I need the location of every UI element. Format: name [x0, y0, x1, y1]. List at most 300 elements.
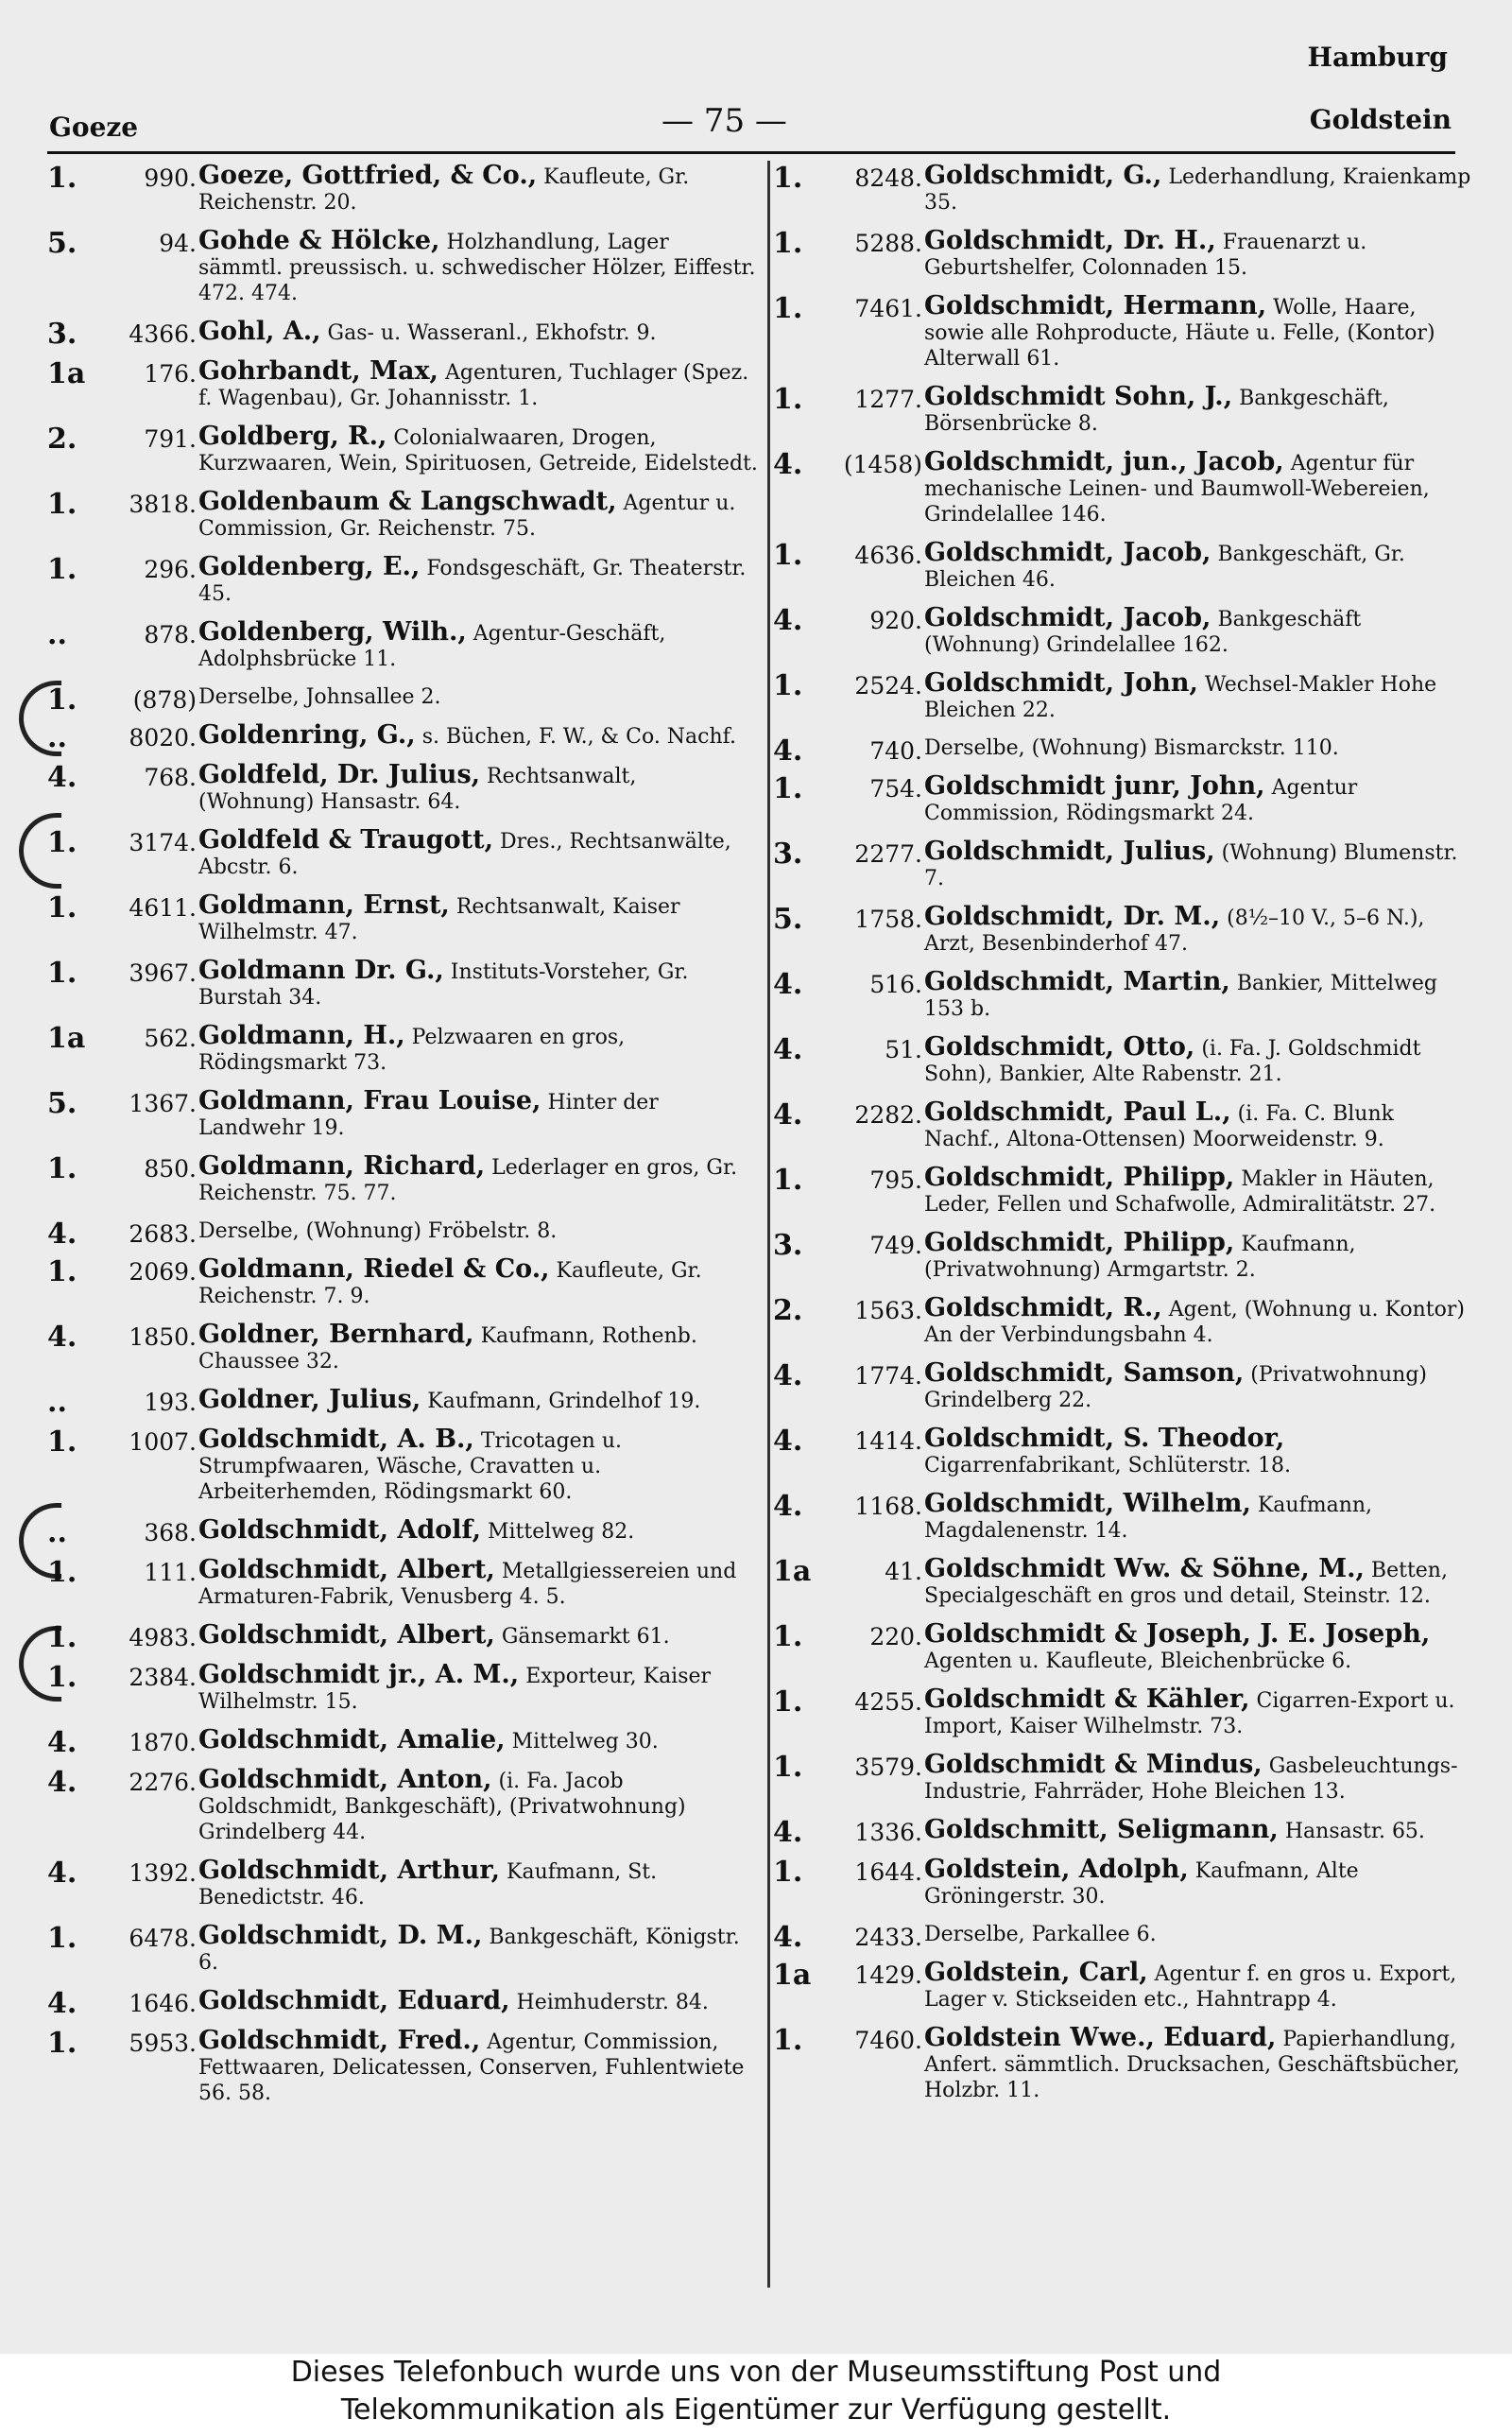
phone-number: 1644.: [854, 1858, 922, 1886]
subscriber-name: Goldschmidt, Hermann,: [924, 291, 1267, 320]
subscriber-detail: (Wohnung) Blumenstr. 7.: [924, 841, 1458, 890]
exchange-line: 2.: [47, 423, 77, 456]
phone-number: 8248.: [854, 164, 922, 192]
subscriber-detail: Lederlager en gros, Gr. Reichenstr. 75. 77.: [198, 1156, 738, 1205]
subscriber-name: Goldschmidt, Dr. H.,: [924, 226, 1216, 255]
phone-number: 5953.: [129, 2030, 197, 2057]
subscriber-name: Goldenbaum & Langschwadt,: [198, 487, 617, 516]
directory-entry: [47, 1153, 758, 1206]
exchange-line: ..: [47, 1386, 67, 1419]
phone-number: 1774.: [854, 1362, 922, 1390]
phone-number: 878.: [144, 621, 197, 648]
exchange-line: 4.: [47, 1726, 77, 1759]
directory-entry: [773, 838, 1472, 891]
phone-number: 4636.: [854, 542, 922, 569]
subscriber-name: Goldschmidt junr, John,: [924, 771, 1265, 801]
footer-line-2: Telekommunikation als Eigentümer zur Verfügung gestellt.: [340, 2393, 1172, 2427]
exchange-line: 1.: [773, 227, 803, 260]
directory-entry: [773, 1556, 1472, 1609]
subscriber-name: Goldstein, Adolph,: [924, 1855, 1189, 1884]
phone-number: 2433.: [854, 1924, 922, 1951]
phone-number: 1392.: [129, 1859, 197, 1887]
directory-entry: [47, 720, 758, 754]
subscriber-name: Goldschmidt, Fred.,: [198, 2026, 481, 2055]
subscriber-detail: (8½–10 V., 5–6 N.), Arzt, Besenbinderhof 47.: [924, 907, 1425, 956]
exchange-line: 1.: [47, 957, 77, 990]
exchange-line: 1.: [773, 539, 803, 572]
phone-number: 749.: [869, 1232, 922, 1259]
subscriber-name: Goldner, Julius,: [198, 1385, 421, 1414]
exchange-line: 4.: [773, 1033, 803, 1066]
directory-entry: [773, 734, 1472, 768]
subscriber-detail: Agentur, Commission, Fettwaaren, Delicatessen, Conserven, Fuhlentwiete 56. 58.: [198, 2030, 745, 2105]
subscriber-name: Goldschmidt, Philipp,: [924, 1228, 1235, 1257]
subscriber-name: Goldschmidt, Julius,: [924, 837, 1215, 866]
phone-number: 791.: [144, 425, 197, 453]
subscriber-detail: Tricotagen u. Strumpfwaaren, Wäsche, Cravatten u. Arbeiterhemden, Rödingsmarkt 60.: [198, 1429, 623, 1504]
subscriber-name: Goldschmidt, Eduard,: [198, 1986, 510, 2015]
phone-number: 193.: [144, 1389, 197, 1416]
subscriber-detail: Bankgeschäft, Königstr. 6.: [198, 1926, 740, 1975]
directory-entry: [47, 1767, 758, 1845]
exchange-line: 1.: [47, 1255, 77, 1288]
exchange-line: 5.: [773, 903, 803, 936]
exchange-line: 5.: [47, 1087, 77, 1120]
exchange-line: 1a: [47, 357, 86, 390]
exchange-line: 4.: [773, 1490, 803, 1523]
directory-entry: [47, 1986, 758, 2020]
subscriber-detail: Kaufmann, St. Benedictstr. 46.: [198, 1860, 658, 1909]
phone-number: 6478.: [129, 1925, 197, 1952]
footer-notice: [0, 2354, 1512, 2436]
subscriber-detail: Instituts-Vorsteher, Gr. Burstah 34.: [198, 960, 689, 1010]
directory-entry: [47, 958, 758, 1011]
subscriber-name: Gohrbandt, Max,: [198, 356, 438, 386]
subscriber-name: Goldner, Bernhard,: [198, 1320, 474, 1349]
exchange-line: 1.: [773, 1164, 803, 1197]
exchange-line: 1.: [47, 1621, 77, 1654]
subscriber-name: Goldschmidt, jun., Jacob,: [924, 447, 1284, 476]
directory-entry: [773, 773, 1472, 826]
exchange-line: 4.: [773, 448, 803, 481]
directory-entry: [773, 1360, 1472, 1413]
subscriber-name: Goldschmidt, Samson,: [924, 1358, 1245, 1388]
phone-number: 1850.: [129, 1323, 197, 1351]
directory-entry: [47, 892, 758, 945]
directory-entry: [47, 554, 758, 607]
subscriber-detail: Papierhandlung, Anfert. sämmtlich. Drucksachen, Geschäftsbücher, Holzbr. 11.: [924, 2028, 1460, 2102]
phone-number: 850.: [144, 1155, 197, 1183]
directory-entry: [773, 1230, 1472, 1283]
exchange-line: 4.: [773, 734, 803, 768]
exchange-line: 4.: [773, 604, 803, 637]
exchange-line: 1.: [773, 162, 803, 195]
directory-entry: [47, 1385, 758, 1419]
exchange-line: 1.: [773, 1856, 803, 1889]
exchange-line: 4.: [47, 1766, 77, 1799]
subscriber-name: Goldschmidt, R.,: [924, 1293, 1162, 1322]
phone-number: 94.: [159, 230, 197, 257]
phone-number: 296.: [144, 556, 197, 583]
directory-entry: [773, 1960, 1472, 2013]
directory-entry: [773, 228, 1472, 281]
exchange-line: 3.: [773, 838, 803, 871]
phone-number: 41.: [885, 1558, 922, 1585]
phone-number: 1429.: [854, 1961, 922, 1989]
subscriber-detail: Mittelweg 82.: [487, 1520, 635, 1544]
subscriber-name: Goldschmidt, G.,: [924, 161, 1162, 190]
subscriber-name: Goldschmidt & Joseph, J. E. Joseph,: [924, 1619, 1431, 1649]
subscriber-name: Goldschmidt, Paul L.,: [924, 1097, 1231, 1127]
subscriber-name: Goldschmidt, Philipp,: [924, 1163, 1235, 1192]
subscriber-name: Goldmann, Richard,: [198, 1151, 486, 1181]
directory-entry: [47, 1515, 758, 1549]
directory-entry: [773, 1099, 1472, 1152]
subscriber-name: Goldmann, Riedel & Co.,: [198, 1254, 550, 1284]
directory-entry: [47, 489, 758, 542]
directory-entry: [47, 1923, 758, 1976]
phone-number: 1336.: [854, 1819, 922, 1846]
phone-number: 3174.: [129, 829, 197, 856]
exchange-line: 1.: [773, 383, 803, 416]
directory-entry: [773, 1686, 1472, 1739]
subscriber-detail: Bankgeschäft (Wohnung) Grindelallee 162.: [924, 608, 1362, 657]
subscriber-detail: Gasbeleuchtungs-Industrie, Fahrräder, Hohe Bleichen 13.: [924, 1754, 1458, 1804]
phone-number: 920.: [869, 607, 922, 634]
subscriber-detail: Derselbe, (Wohnung) Fröbelstr. 8.: [198, 1219, 558, 1243]
subscriber-detail: Kaufleute, Gr. Reichenstr. 7. 9.: [198, 1259, 702, 1308]
exchange-line: 4.: [47, 1987, 77, 2020]
exchange-line: 4.: [773, 1359, 803, 1392]
subscriber-name: Goldenberg, E.,: [198, 552, 421, 581]
directory-entry: [47, 1857, 758, 1910]
subscriber-detail: Frauenarzt u. Geburtshelfer, Colonnaden 15.: [924, 231, 1367, 280]
subscriber-name: Goldschmidt, A. B.,: [198, 1425, 474, 1454]
subscriber-detail: Bankier, Mittelweg 153 b.: [924, 972, 1437, 1021]
subscriber-detail: Cigarren-Export u. Import, Kaiser Wilhelmstr. 73.: [924, 1689, 1455, 1738]
subscriber-name: Goldschmidt, Jacob,: [924, 603, 1211, 632]
subscriber-detail: Exporteur, Kaiser Wilhelmstr. 15.: [198, 1665, 712, 1714]
subscriber-detail: Kaufmann, Grindelhof 19.: [427, 1390, 701, 1413]
subscriber-name: Goldschmidt, Jacob,: [924, 538, 1211, 567]
phone-number: 7461.: [854, 295, 922, 322]
exchange-line: 1.: [773, 669, 803, 702]
phone-number: 4366.: [129, 320, 197, 348]
subscriber-detail: Bankgeschäft, Börsenbrücke 8.: [924, 387, 1389, 436]
subscriber-name: Goldschmidt Sohn, J.,: [924, 382, 1233, 411]
phone-number: 1168.: [854, 1493, 922, 1520]
subscriber-name: Goldenberg, Wilh.,: [198, 617, 467, 647]
directory-entry: [773, 1165, 1472, 1218]
header-rule: [47, 151, 1455, 154]
subscriber-detail: Cigarrenfabrikant, Schlüterstr. 18.: [924, 1454, 1291, 1477]
subscriber-detail: Metallgiessereien und Armaturen-Fabrik, Venusberg 4. 5.: [198, 1560, 737, 1609]
phone-number: 111.: [144, 1559, 197, 1586]
subscriber-detail: Mittelweg 30.: [511, 1730, 659, 1754]
page-number: — 75 —: [662, 102, 787, 140]
exchange-line: 1.: [773, 2024, 803, 2057]
phone-number: 7460.: [854, 2027, 922, 2054]
subscriber-detail: Kaufmann, Magdalenenstr. 14.: [924, 1494, 1373, 1543]
exchange-line: 1.: [47, 891, 77, 924]
subscriber-detail: (i. Fa. J. Goldschmidt Sohn), Bankier, Alte Rabenstr. 21.: [924, 1037, 1421, 1086]
phone-number: 754.: [869, 775, 922, 803]
subscriber-detail: Derselbe, Parkallee 6.: [924, 1923, 1157, 1946]
phone-number: 1870.: [129, 1729, 197, 1756]
subscriber-detail: Kaufmann, (Privatwohnung) Armgartstr. 2.: [924, 1233, 1356, 1282]
exchange-line: 4.: [47, 1218, 77, 1251]
directory-entry: [47, 762, 758, 815]
exchange-line: 1.: [47, 1922, 77, 1955]
subscriber-detail: Rechtsanwalt, Kaiser Wilhelmstr. 47.: [198, 895, 680, 944]
directory-entry: [773, 540, 1472, 593]
header-left-guide-word: Goeze: [49, 112, 139, 143]
subscriber-detail: Agentur u. Commission, Gr. Reichenstr. 75.: [198, 492, 736, 541]
phone-number: 2276.: [129, 1769, 197, 1796]
subscriber-name: Goldstein, Carl,: [924, 1958, 1148, 1987]
exchange-line: 4.: [773, 968, 803, 1001]
phone-number: 2282.: [854, 1101, 922, 1129]
subscriber-name: Goldschmidt & Kähler,: [924, 1684, 1250, 1714]
exchange-line: 1a: [47, 1022, 86, 1055]
subscriber-detail: Dres., Rechtsanwälte, Abcstr. 6.: [198, 830, 731, 879]
subscriber-name: Goldschmidt, Anton,: [198, 1765, 492, 1794]
phone-number: 1414.: [854, 1427, 922, 1455]
exchange-line: 4.: [773, 1816, 803, 1849]
phone-number: 5288.: [854, 230, 922, 257]
subscriber-name: Goldberg, R.,: [198, 422, 387, 451]
phone-number: 1007.: [129, 1428, 197, 1456]
exchange-line: 1a: [773, 1555, 812, 1588]
phone-number: 4983.: [129, 1624, 197, 1651]
directory-entry: [773, 1491, 1472, 1544]
subscriber-detail: Agentur Commission, Rödingsmarkt 24.: [924, 776, 1358, 825]
exchange-line: 4.: [47, 1857, 77, 1890]
subscriber-name: Goldschmidt, Albert,: [198, 1555, 495, 1584]
exchange-line: 1.: [773, 1751, 803, 1784]
directory-entry: [773, 1295, 1472, 1348]
subscriber-name: Goldstein Wwe., Eduard,: [924, 2023, 1277, 2052]
phone-number: 516.: [869, 971, 922, 998]
subscriber-name: Goldenring, G.,: [198, 720, 416, 750]
directory-entry: [47, 1620, 758, 1654]
exchange-line: 1.: [47, 2027, 77, 2060]
exchange-line: 3.: [47, 318, 77, 351]
subscriber-detail: Agentur f. en gros u. Export, Lager v. Stickseiden etc., Hahntrapp 4.: [924, 1962, 1457, 2012]
exchange-line: 1.: [773, 772, 803, 805]
subscriber-detail: Gänsemarkt 61.: [501, 1625, 670, 1649]
exchange-line: 4.: [47, 1321, 77, 1354]
phone-number: 1646.: [129, 1990, 197, 2017]
directory-entry: [773, 904, 1472, 957]
directory-entry: [47, 163, 758, 216]
directory-entry: [47, 1725, 758, 1759]
subscriber-name: Goldschmidt, Dr. M.,: [924, 902, 1221, 931]
subscriber-detail: Heimhuderstr. 84.: [516, 1991, 709, 2014]
subscriber-detail: s. Büchen, F. W., & Co. Nachf.: [421, 725, 737, 749]
subscriber-detail: Agenturen, Tuchlager (Spez. f. Wagenbau), Gr. Johannisstr. 1.: [198, 361, 749, 410]
subscriber-name: Goldschmidt & Mindus,: [924, 1750, 1263, 1779]
phone-number: 3579.: [854, 1754, 922, 1781]
directory-entry: [773, 1621, 1472, 1674]
directory-entry: [47, 827, 758, 880]
exchange-line: ..: [47, 721, 67, 754]
exchange-line: 1.: [47, 488, 77, 521]
directory-entry: [773, 384, 1472, 437]
subscriber-name: Goldschmidt jr., A. M.,: [198, 1660, 520, 1689]
directory-entry: [47, 683, 758, 717]
phone-number: 8020.: [129, 724, 197, 752]
subscriber-detail: (Privatwohnung) Grindelberg 22.: [924, 1363, 1428, 1412]
header-city: Hamburg: [1307, 42, 1448, 73]
directory-entry: [773, 1857, 1472, 1909]
subscriber-name: Goldschmitt, Seligmann,: [924, 1815, 1279, 1844]
directory-entry: [47, 1256, 758, 1309]
directory-entry: [773, 1921, 1472, 1954]
directory-entry: [773, 293, 1472, 371]
subscriber-name: Goldschmidt, Wilhelm,: [924, 1489, 1251, 1518]
directory-entry: [47, 1662, 758, 1715]
directory-entry: [773, 449, 1472, 527]
subscriber-name: Goldfeld & Traugott,: [198, 825, 494, 855]
subscriber-detail: (i. Fa. Jacob Goldschmidt, Bankgeschäft), (Privatwohnung) Grindelberg 44.: [198, 1770, 686, 1844]
directory-entry: [47, 619, 758, 672]
subscriber-detail: Agentur für mechanische Leinen- und Baumwoll-Webereien, Grindelallee 146.: [924, 452, 1430, 527]
footer-line-1: Dieses Telefonbuch wurde uns von der Museumsstiftung Post und: [290, 2356, 1222, 2389]
phone-number: 1367.: [129, 1090, 197, 1117]
directory-entry: [773, 1034, 1472, 1087]
subscriber-detail: Holzhandlung, Lager sämmtl. preussisch. u. schwedischer Hölzer, Eiffestr. 472. 474.: [198, 231, 756, 305]
subscriber-detail: Pelzwaaren en gros, Rödingsmarkt 73.: [198, 1026, 626, 1075]
directory-entry: [47, 1426, 758, 1505]
phone-number: 795.: [869, 1166, 922, 1194]
exchange-line: 1.: [47, 826, 77, 859]
column-divider: [767, 161, 770, 2288]
exchange-line: 2.: [773, 1294, 803, 1327]
directory-entry: [47, 423, 758, 476]
subscriber-detail: Betten, Specialgeschäft en gros und detail, Steinstr. 12.: [924, 1559, 1448, 1608]
subscriber-name: Goldschmidt, John,: [924, 668, 1198, 698]
right-column: [773, 163, 1472, 2116]
phone-number: 368.: [144, 1519, 197, 1546]
directory-entry: [773, 1752, 1472, 1805]
subscriber-detail: Bankgeschäft, Gr. Bleichen 46.: [924, 543, 1405, 592]
subscriber-detail: Gas- u. Wasseranl., Ekhofstr. 9.: [327, 321, 657, 345]
subscriber-name: Goeze, Gottfried, & Co.,: [198, 161, 538, 190]
phone-number: 51.: [885, 1036, 922, 1063]
directory-entry: [47, 1218, 758, 1251]
exchange-line: 3.: [773, 1229, 803, 1262]
subscriber-name: Goldschmidt Ww. & Söhne, M.,: [924, 1554, 1365, 1583]
exchange-line: 1.: [773, 1685, 803, 1719]
subscriber-name: Goldmann Dr. G.,: [198, 956, 444, 985]
phone-number: 740.: [869, 737, 922, 765]
subscriber-detail: Kaufmann, Alte Gröningerstr. 30.: [924, 1859, 1359, 1909]
directory-entry: [47, 228, 758, 306]
subscriber-detail: (i. Fa. C. Blunk Nachf., Altona-Ottensen) Moorweidenstr. 9.: [924, 1102, 1394, 1151]
subscriber-detail: Fondsgeschäft, Gr. Theaterstr. 45.: [198, 557, 747, 606]
subscriber-name: Goldschmidt, Martin,: [924, 967, 1230, 996]
directory-entry: [773, 163, 1472, 216]
phone-number: 1758.: [854, 906, 922, 933]
directory-entry: [47, 358, 758, 411]
phone-number: 2524.: [854, 672, 922, 700]
subscriber-name: Goldschmidt, Otto,: [924, 1032, 1195, 1062]
exchange-line: 1.: [47, 1556, 77, 1589]
phone-number: 4611.: [129, 894, 197, 922]
exchange-line: ..: [47, 1516, 67, 1549]
subscriber-detail: Derselbe, (Wohnung) Bismarckstr. 110.: [924, 736, 1339, 760]
phone-number: 2277.: [854, 840, 922, 868]
subscriber-detail: Hinter der Landwehr 19.: [198, 1091, 659, 1140]
phone-number: 2683.: [129, 1220, 197, 1248]
subscriber-detail: Wechsel-Makler Hohe Bleichen 22.: [924, 673, 1437, 722]
subscriber-name: Goldschmidt, Adolf,: [198, 1515, 481, 1545]
phone-number: 4255.: [854, 1688, 922, 1716]
left-column: [47, 163, 758, 2118]
subscriber-name: Goldschmidt, D. M.,: [198, 1921, 483, 1950]
directory-entry: [773, 969, 1472, 1022]
subscriber-detail: Rechtsanwalt, (Wohnung) Hansastr. 64.: [198, 765, 637, 814]
exchange-line: 1.: [47, 162, 77, 195]
subscriber-name: Goldschmidt, Albert,: [198, 1620, 495, 1650]
exchange-line: 5.: [47, 227, 77, 260]
phone-number: 562.: [144, 1025, 197, 1052]
exchange-line: 4.: [773, 1425, 803, 1458]
exchange-line: 1a: [773, 1959, 812, 1992]
directory-entry: [773, 1425, 1472, 1478]
exchange-line: 4.: [47, 761, 77, 794]
phone-number: 990.: [144, 164, 197, 192]
directory-entry: [47, 2028, 758, 2106]
subscriber-detail: Makler in Häuten, Leder, Fellen und Schafwolle, Admiralitätstr. 27.: [924, 1167, 1436, 1217]
phone-number: 2384.: [129, 1664, 197, 1691]
directory-entry: [47, 317, 758, 351]
directory-entry: [47, 1557, 758, 1610]
phone-number: 3967.: [129, 959, 197, 987]
subscriber-name: Goldschmidt, Arthur,: [198, 1856, 501, 1885]
exchange-line: 1.: [47, 1661, 77, 1694]
subscriber-detail: Kaufleute, Gr. Reichenstr. 20.: [198, 165, 690, 215]
subscriber-detail: Lederhandlung, Kraienkamp 35.: [924, 165, 1471, 215]
subscriber-detail: Colonialwaaren, Drogen, Kurzwaaren, Wein, Spirituosen, Getreide, Eidelstedt.: [198, 426, 758, 475]
subscriber-name: Goldmann, Frau Louise,: [198, 1086, 541, 1115]
exchange-line: 1.: [47, 1425, 77, 1459]
directory-entry: [773, 2025, 1472, 2103]
subscriber-name: Goldschmidt, Amalie,: [198, 1725, 506, 1754]
exchange-line: ..: [47, 618, 67, 651]
directory-entry: [47, 1023, 758, 1076]
subscriber-detail: Agentur-Geschäft, Adolphsbrücke 11.: [198, 622, 666, 671]
subscriber-name: Goldmann, Ernst,: [198, 890, 450, 920]
subscriber-detail: Agent, (Wohnung u. Kontor) An der Verbindungsbahn 4.: [924, 1298, 1465, 1347]
phone-number: 768.: [144, 764, 197, 791]
exchange-line: 1.: [47, 683, 77, 717]
subscriber-name: Gohl, A.,: [198, 317, 321, 346]
phone-number: 220.: [869, 1623, 922, 1650]
subscriber-name: Goldschmidt, S. Theodor,: [924, 1424, 1285, 1453]
exchange-line: 1.: [47, 1152, 77, 1185]
subscriber-detail: Wolle, Haare, sowie alle Rohproducte, Häute u. Felle, (Kontor) Alterwall 61.: [924, 296, 1435, 371]
exchange-line: 1.: [773, 292, 803, 325]
header-right-guide-word: Goldstein: [1309, 104, 1452, 135]
subscriber-detail: Hansastr. 65.: [1284, 1820, 1425, 1843]
directory-entry: [773, 1815, 1472, 1849]
subscriber-name: Goldfeld, Dr. Julius,: [198, 760, 481, 789]
exchange-line: 1.: [47, 553, 77, 586]
subscriber-detail: Kaufmann, Rothenb. Chaussee 32.: [198, 1324, 697, 1373]
phone-number: 2069.: [129, 1258, 197, 1286]
